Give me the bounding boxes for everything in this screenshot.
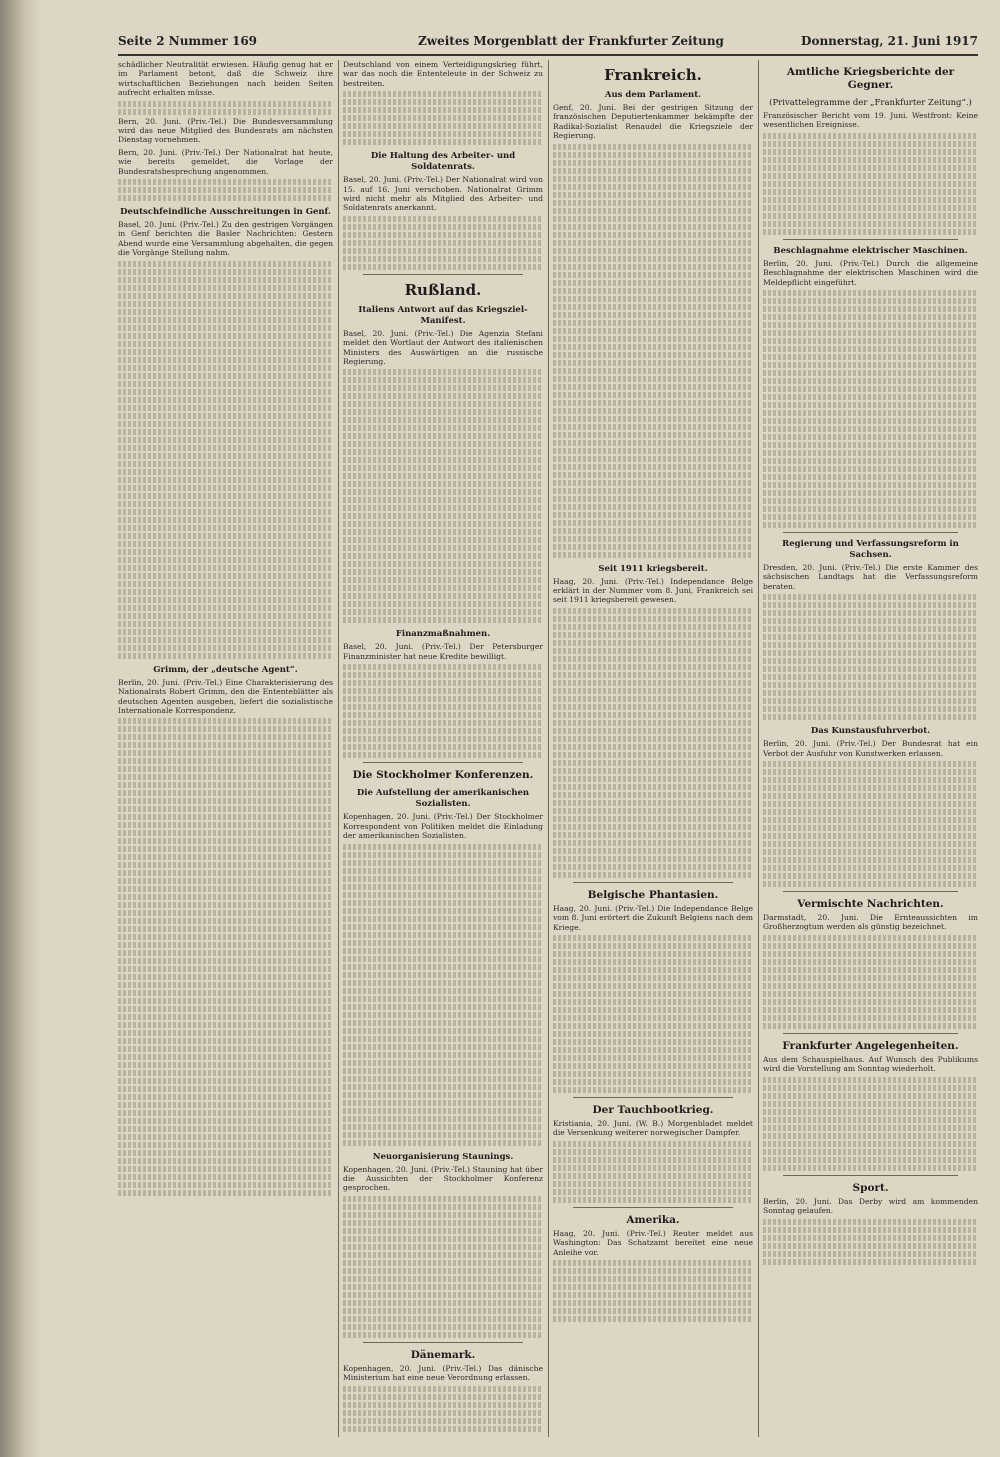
article-text: Kristiania, 20. Juni. (W. B.) Morgenbladet meldet die Versenkung weiterer norwegischer Dampfer. <box>553 1119 753 1138</box>
newspaper-title: Zweites Morgenblatt der Frankfurter Zeitung <box>418 34 724 48</box>
article-heading: Die Haltung des Arbeiter- und Soldatenrats. <box>370 151 516 173</box>
section-heading: Amtliche Kriegsberichte der Gegner. <box>786 66 955 91</box>
page-date: Donnerstag, 21. Juni 1917 <box>801 34 978 48</box>
article-text: Bern, 20. Juni. (Priv.-Tel.) Der Nationalrat hat heute, wie bereits gemeldet, die Vorlage der Bundesratsbesprechung angenommen. <box>118 147 333 176</box>
article-text: Kopenhagen, 20. Juni. (Priv.-Tel.) Das dänische Ministerium hat eine neue Verordnung erlassen. <box>343 1363 543 1383</box>
article-heading: Regierung und Verfassungsreform in Sachsen. <box>782 539 959 561</box>
article-text: Genf, 20. Juni. Bei der gestrigen Sitzung der französischen Deputiertenkammer bekämpfte der Radikal-Sozialist Renaudel die Kriegsziele der Regierung. <box>553 103 753 141</box>
article-text: Haag, 20. Juni. (Priv.-Tel.) Reuter meldet aus Washington: Das Schatzamt bereitet eine neue Anleihe vor. <box>553 1228 753 1257</box>
section-heading: Sport. <box>852 1181 889 1194</box>
section-heading: Rußland. <box>404 280 482 299</box>
column-divider <box>338 60 339 1437</box>
article-text: Basel, 20. Juni. (Priv.-Tel.) Die Agenzia Stefani meldet den Wortlaut der Antwort des italienischen Ministers des Auswärtigen an die russische Regierung. <box>343 328 543 367</box>
article-text: schädlicher Neutralität erwiesen. Häufig genug hat er im Parlament betont, daß die Schweiz ihre wirtschaftlichen Beziehungen nach beiden Seiten aufrecht erhalten müsse. <box>118 60 333 98</box>
article-text: Berlin, 20. Juni. (Priv.-Tel.) Eine Charakterisierung des Nationalrats Robert Grimm, den die Ententeblätter als deutschen Agenten ausgeben, liefert die sozialistische Internationale Korrespondenz. <box>118 677 333 715</box>
article-heading: Deutschfeindliche Ausschreitungen in Genf. <box>120 207 331 218</box>
article-heading: Die Aufstellung der amerikanischen Sozialisten. <box>356 788 530 810</box>
article-heading: Aus dem Parlament. <box>604 90 702 100</box>
column-4 <box>763 60 978 1437</box>
article-text: Basel, 20. Juni. (Priv.-Tel.) Der Petersburger Finanzminister hat neue Kredite bewilligt. <box>343 642 543 661</box>
article-heading: Grimm, der „deutsche Agent“. <box>153 664 298 675</box>
section-heading: Amerika. <box>626 1213 680 1226</box>
article-text: Französischer Bericht vom 19. Juni. Westfront: Keine wesentlichen Ereignisse. <box>763 111 978 130</box>
article-text: Dresden, 20. Juni. (Priv.-Tel.) Die erste Kammer des sächsischen Landtags hat die Verfassungsreform beraten. <box>763 563 978 591</box>
section-heading: Belgische Phantasien. <box>587 888 719 901</box>
page-header <box>118 30 978 52</box>
column-3 <box>553 60 753 1437</box>
article-text: Berlin, 20. Juni. (Priv.-Tel.) Durch die allgemeine Beschlagnahme der elektrischen Maschinen wird die Meldepflicht eingeführt. <box>763 258 978 287</box>
article-heading: Das Kunstausfuhrverbot. <box>810 726 931 737</box>
section-heading: Der Tauchbootkrieg. <box>592 1104 714 1117</box>
section-heading: Frankreich. <box>604 66 702 84</box>
article-heading: Seit 1911 kriegsbereit. <box>598 563 708 574</box>
article-heading: Italiens Antwort auf das Kriegsziel-Manifest. <box>358 304 528 326</box>
article-text: Darmstadt, 20. Juni. Die Ernteaussichten im Großherzogtum werden als günstig bezeichnet. <box>763 913 978 932</box>
article-text: Haag, 20. Juni. (Priv.-Tel.) Die Independance Belge vom 8. Juni erörtert die Zukunft Belgiens nach dem Kriege. <box>553 903 753 932</box>
section-subheading: (Privattelegramme der „Frankfurter Zeitung“.) <box>769 98 972 108</box>
section-heading: Vermischte Nachrichten. <box>797 898 944 911</box>
article-text: Kopenhagen, 20. Juni. (Priv.-Tel.) Stauning hat über die Aussichten der Stockholmer Konferenz gesprochen. <box>343 1164 543 1193</box>
article-text: Berlin, 20. Juni. (Priv.-Tel.) Der Bundesrat hat ein Verbot der Ausfuhr von Kunstwerken erlassen. <box>763 739 978 758</box>
article-text: Bern, 20. Juni. (Priv.-Tel.) Die Bundesversammlung wird das neue Mitglied des Bundesrats am nächsten Dienstag vornehmen. <box>118 116 333 145</box>
article-heading: Beschlagnahme elektrischer Maschinen. <box>773 245 968 256</box>
article-text: Berlin, 20. Juni. Das Derby wird am kommenden Sonntag gelaufen. <box>763 1196 978 1216</box>
column-1 <box>118 60 333 1437</box>
column-divider <box>548 60 549 1437</box>
article-text: Kopenhagen, 20. Juni. (Priv.-Tel.) Der Stockholmer Korrespondent von Politiken meldet die Einladung der amerikanischen Sozialisten. <box>343 812 543 841</box>
book-binding <box>0 0 40 1457</box>
article-heading: Neuorganisierung Staunings. <box>372 1151 514 1162</box>
article-text: Aus dem Schauspielhaus. Auf Wunsch des Publikums wird die Vorstellung am Sonntag wiederholt. <box>763 1054 978 1074</box>
section-heading: Die Stockholmer Konferenzen. <box>352 769 534 782</box>
column-2 <box>343 60 543 1437</box>
page-number: Seite 2 Nummer 169 <box>118 34 258 48</box>
article-text: Deutschland von einem Verteidigungskrieg führt, war das noch die Ententeleute in der Schweiz zu bestreiten. <box>343 60 543 88</box>
section-heading: Frankfurter Angelegenheiten. <box>782 1039 959 1052</box>
article-text: Basel, 20. Juni. (Priv.-Tel.) Der Nationalrat wird von 15. auf 16. Juni verschoben. Nationalrat Grimm wird nicht mehr als Mitglied des Arbeiter- und Soldatenrats anerkannt. <box>343 175 543 213</box>
column-divider <box>758 60 759 1437</box>
header-rule <box>118 54 978 56</box>
article-text: Haag, 20. Juni. (Priv.-Tel.) Independance Belge erklärt in der Nummer vom 8. Juni, Frankreich sei seit 1911 kriegsbereit gewesen. <box>553 576 753 605</box>
article-text: Basel, 20. Juni. (Priv.-Tel.) Zu den gestrigen Vorgängen in Genf berichten die Basler Nachrichten: Gestern Abend wurde eine Versammlung abgehalten, die gegen die Vorgänge Stellung nahm. <box>118 220 333 258</box>
section-heading: Dänemark. <box>410 1348 476 1361</box>
article-heading: Finanzmaßnahmen. <box>395 629 491 640</box>
